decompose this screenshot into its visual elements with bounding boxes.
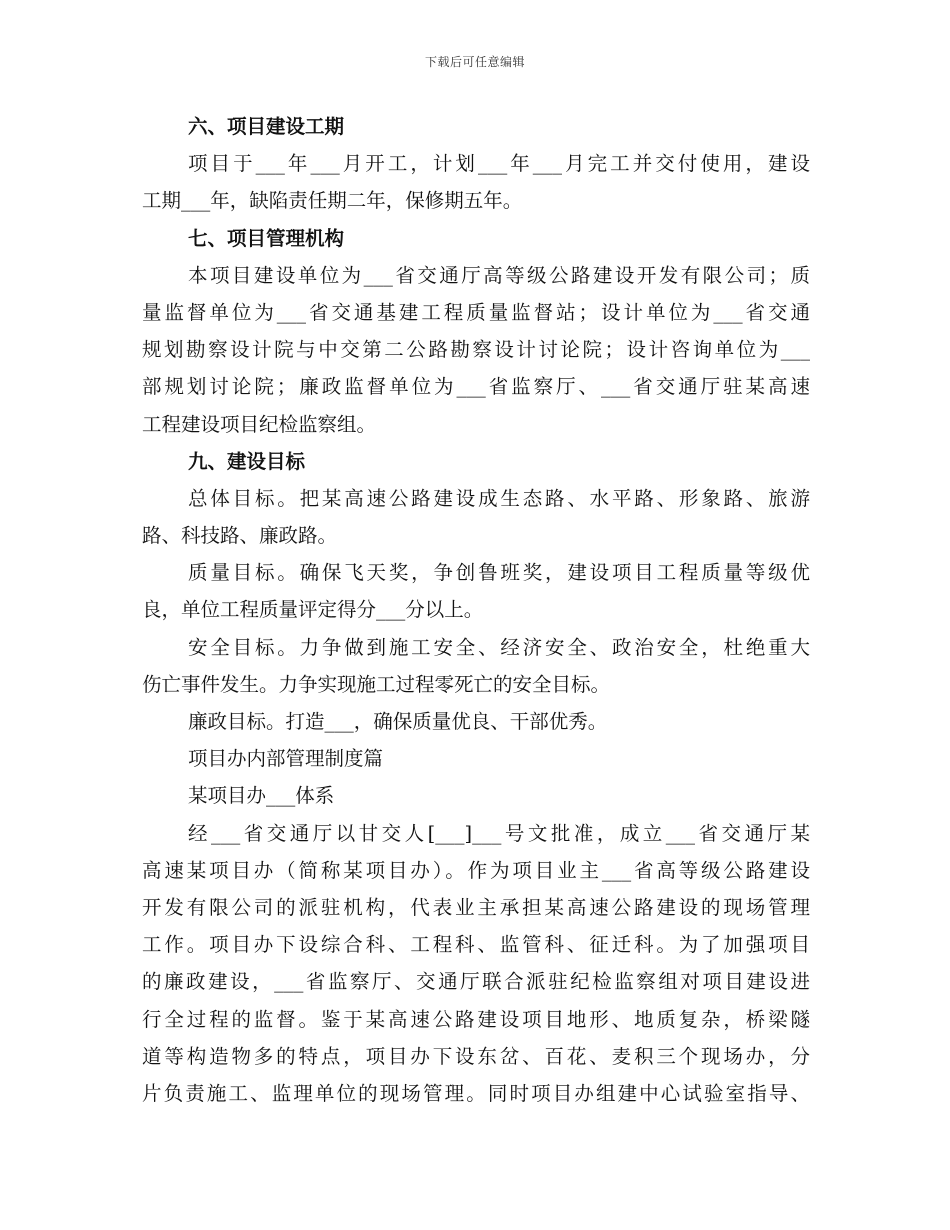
paragraph-line: 项目于___年___月开工，计划___年___月完工并交付使用，建设: [188, 152, 810, 176]
paragraph-line: 片负责施工、监理单位的现场管理。同时项目办组建中心试验室指导、: [142, 1081, 810, 1105]
paragraph-line: 经___省交通厅以甘交人[___]___号文批准，成立___省交通厅某: [188, 821, 810, 845]
paragraph-line: 规划勘察设计院与中交第二公路勘察设计讨论院；设计咨询单位为___: [142, 338, 810, 362]
section-heading-schedule: 六、项目建设工期: [188, 115, 345, 138]
document-body: [142, 108, 810, 1112]
page-header: 下载后可任意编辑: [424, 55, 525, 69]
paragraph-line: 部规划讨论院；廉政监督单位为___省监察厅、___省交通厅驻某高速: [142, 375, 810, 399]
paragraph-line: 良，单位工程质量评定得分___分以上。: [142, 598, 484, 622]
paragraph-line: 的廉政建设，___省监察厅、交通厅联合派驻纪检监察组对项目建设进: [142, 970, 810, 994]
section-heading-management: 七、项目管理机构: [188, 226, 345, 250]
paragraph-line: 廉政目标。打造___，确保质量优良、干部优秀。: [188, 710, 608, 733]
paragraph-line: 高速某项目办（简称某项目办）。作为项目业主___省高等级公路建设: [142, 858, 810, 882]
paragraph-line: 本项目建设单位为___省交通厅高等级公路建设开发有限公司；质: [188, 263, 810, 287]
paragraph-line: 工期___年，缺陷责任期二年，保修期五年。: [142, 189, 523, 213]
subtitle-line: 某项目办___体系: [188, 784, 335, 808]
paragraph-line: 路、科技路、廉政路。: [142, 524, 338, 548]
paragraph-line: 道等构造物多的特点，项目办下设东岔、百花、麦积三个现场办，分: [142, 1044, 810, 1068]
paragraph-line: 总体目标。把某高速公路建设成生态路、水平路、形象路、旅游: [188, 486, 810, 510]
paragraph-line: 安全目标。力争做到施工安全、经济安全、政治安全，杜绝重大: [188, 635, 810, 659]
paragraph-line: 工作。项目办下设综合科、工程科、监管科、征迁科。为了加强项目: [142, 933, 810, 957]
subtitle-line: 项目办内部管理制度篇: [188, 747, 384, 771]
paragraph-line: 工程建设项目纪检监察组。: [142, 412, 377, 436]
paragraph-line: 行全过程的监督。鉴于某高速公路建设项目地形、地质复杂，桥梁隧: [142, 1007, 810, 1031]
paragraph-line: 伤亡事件发生。力争实现施工过程零死亡的安全目标。: [142, 672, 611, 696]
paragraph-line: 质量目标。确保飞天奖，争创鲁班奖，建设项目工程质量等级优: [188, 561, 810, 585]
paragraph-line: 量监督单位为___省交通基建工程质量监督站；设计单位为___省交通: [142, 300, 810, 324]
section-heading-goals: 九、建设目标: [188, 449, 306, 473]
paragraph-line: 开发有限公司的派驻机构，代表业主承担某高速公路建设的现场管理: [142, 895, 810, 919]
